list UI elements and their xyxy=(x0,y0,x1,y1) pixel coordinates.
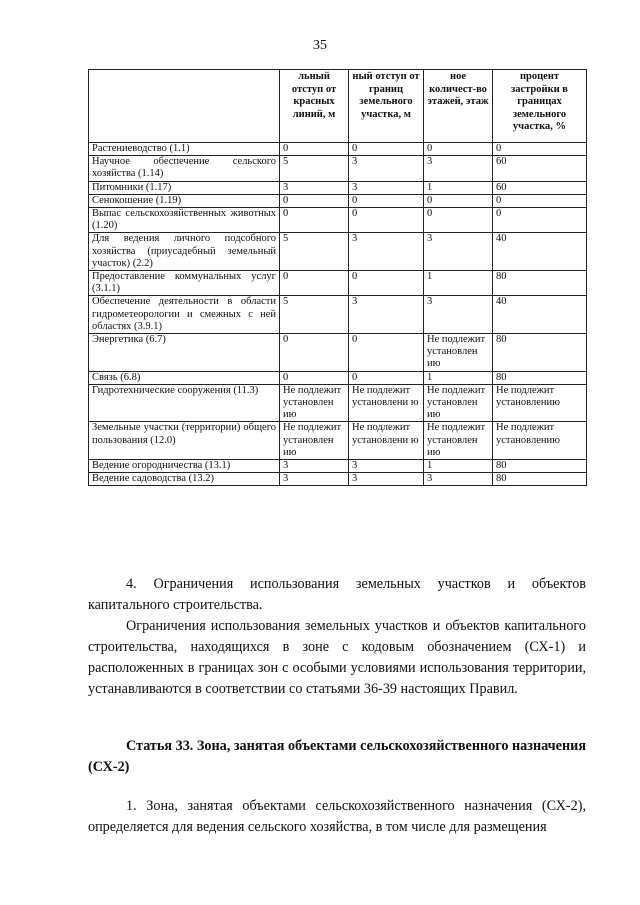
value-cell: 0 xyxy=(349,208,424,233)
table-row xyxy=(89,143,587,156)
value-cell: 3 xyxy=(424,473,493,486)
land-use-name-cell: Сенокошение (1.19) xyxy=(89,194,280,207)
value-cell: 40 xyxy=(493,233,587,271)
value-cell: 80 xyxy=(493,460,587,473)
value-cell: 0 xyxy=(349,143,424,156)
land-use-name-cell: Предоставление коммунальных услуг (3.1.1) xyxy=(89,271,280,296)
value-cell: Не подлежит установлени ю xyxy=(349,422,424,460)
value-cell: 3 xyxy=(349,233,424,271)
value-cell: Не подлежит установлению xyxy=(493,384,587,422)
value-cell: 3 xyxy=(349,296,424,334)
value-cell: 80 xyxy=(493,371,587,384)
value-cell: 5 xyxy=(280,156,349,181)
value-cell: 1 xyxy=(424,181,493,194)
header-cell: ное количест-во этажей, этаж xyxy=(424,70,493,143)
land-use-name-cell: Энергетика (6.7) xyxy=(89,334,280,372)
value-cell: 3 xyxy=(349,460,424,473)
value-cell: 80 xyxy=(493,334,587,372)
paragraph-4-body: Ограничения использования земельных участков и объектов капитального строительства, находящихся в зоне с кодовым обозначением (СХ-1) и расположенных в границах зон с особыми условиями использования территории, устанавливаются в соответствии со статьями 36-39 настоящих Правил. xyxy=(88,618,586,697)
value-cell: 3 xyxy=(280,460,349,473)
value-cell: 0 xyxy=(280,194,349,207)
table-row xyxy=(89,194,587,207)
value-cell: 40 xyxy=(493,296,587,334)
page-number: 35 xyxy=(313,38,327,53)
zone-parameters-table xyxy=(88,69,587,486)
value-cell: 1 xyxy=(424,371,493,384)
paragraph-4: 4. Ограничения использования земельных участков и объектов капитального строительства. xyxy=(88,576,586,613)
land-use-name-cell: Выпас сельскохозяйственных животных (1.20) xyxy=(89,208,280,233)
table-row xyxy=(89,384,587,422)
land-use-name-cell: Ведение огородничества (13.1) xyxy=(89,460,280,473)
value-cell: 60 xyxy=(493,156,587,181)
value-cell: 3 xyxy=(349,181,424,194)
table-row xyxy=(89,296,587,334)
value-cell: 80 xyxy=(493,271,587,296)
table-row xyxy=(89,460,587,473)
value-cell: 0 xyxy=(424,208,493,233)
value-cell: 1 xyxy=(424,271,493,296)
table-row xyxy=(89,371,587,384)
value-cell: 3 xyxy=(424,233,493,271)
table-row xyxy=(89,208,587,233)
value-cell: 1 xyxy=(424,460,493,473)
value-cell: 3 xyxy=(280,181,349,194)
value-cell: Не подлежит установлен ию xyxy=(280,422,349,460)
value-cell: 0 xyxy=(493,208,587,233)
value-cell: 60 xyxy=(493,181,587,194)
table-row xyxy=(89,181,587,194)
land-use-name-cell: Научное обеспечение сельского хозяйства (1.14) xyxy=(89,156,280,181)
value-cell: 3 xyxy=(349,473,424,486)
value-cell: 5 xyxy=(280,233,349,271)
value-cell: Не подлежит установлени ю xyxy=(349,384,424,422)
land-use-name-cell: Обеспечение деятельности в области гидрометеорологии и смежных с ней областях (3.9.1) xyxy=(89,296,280,334)
value-cell: 0 xyxy=(349,334,424,372)
value-cell: 0 xyxy=(424,143,493,156)
header-cell: ный отступ от границ земельного участка, м xyxy=(349,70,424,143)
land-use-name-cell: Растениеводство (1.1) xyxy=(89,143,280,156)
land-use-name-cell: Для ведения личного подсобного хозяйства (приусадебный земельный участок) (2.2) xyxy=(89,233,280,271)
value-cell: 0 xyxy=(424,194,493,207)
value-cell: 0 xyxy=(280,334,349,372)
value-cell: 0 xyxy=(349,371,424,384)
value-cell: 3 xyxy=(424,296,493,334)
value-cell: 0 xyxy=(280,143,349,156)
article-33-heading: Статья 33. Зона, занятая объектами сельскохозяйственного назначения (СХ-2) xyxy=(88,738,586,775)
land-use-name-cell: Связь (6.8) xyxy=(89,371,280,384)
value-cell: 0 xyxy=(280,271,349,296)
table-row xyxy=(89,334,587,372)
table-row xyxy=(89,271,587,296)
land-use-name-cell: Земельные участки (территории) общего пользования (12.0) xyxy=(89,422,280,460)
value-cell: Не подлежит установлен ию xyxy=(424,334,493,372)
table-row xyxy=(89,422,587,460)
table-header-row xyxy=(89,70,587,143)
land-use-name-cell: Гидротехнические сооружения (11.3) xyxy=(89,384,280,422)
value-cell: 0 xyxy=(493,143,587,156)
table-row xyxy=(89,473,587,486)
value-cell: 0 xyxy=(349,271,424,296)
table-row xyxy=(89,233,587,271)
value-cell: 3 xyxy=(349,156,424,181)
value-cell: 0 xyxy=(280,208,349,233)
value-cell: 0 xyxy=(349,194,424,207)
value-cell: 5 xyxy=(280,296,349,334)
header-cell: процент застройки в границах земельного участка, % xyxy=(493,70,587,143)
paragraph-1: 1. Зона, занятая объектами сельскохозяйственного назначения (СХ-2), определяется для ведения сельского хозяйства, в том числе для размещения xyxy=(88,798,586,835)
value-cell: Не подлежит установлен ию xyxy=(424,384,493,422)
value-cell: 80 xyxy=(493,473,587,486)
value-cell: 3 xyxy=(424,156,493,181)
header-cell: льный отступ от красных линий, м xyxy=(280,70,349,143)
value-cell: 0 xyxy=(493,194,587,207)
table-row xyxy=(89,156,587,181)
value-cell: Не подлежит установлен ию xyxy=(280,384,349,422)
land-use-name-cell: Питомники (1.17) xyxy=(89,181,280,194)
value-cell: Не подлежит установлен ию xyxy=(424,422,493,460)
value-cell: 3 xyxy=(280,473,349,486)
value-cell: Не подлежит установлению xyxy=(493,422,587,460)
header-cell xyxy=(89,70,280,143)
value-cell: 0 xyxy=(280,371,349,384)
land-use-name-cell: Ведение садоводства (13.2) xyxy=(89,473,280,486)
